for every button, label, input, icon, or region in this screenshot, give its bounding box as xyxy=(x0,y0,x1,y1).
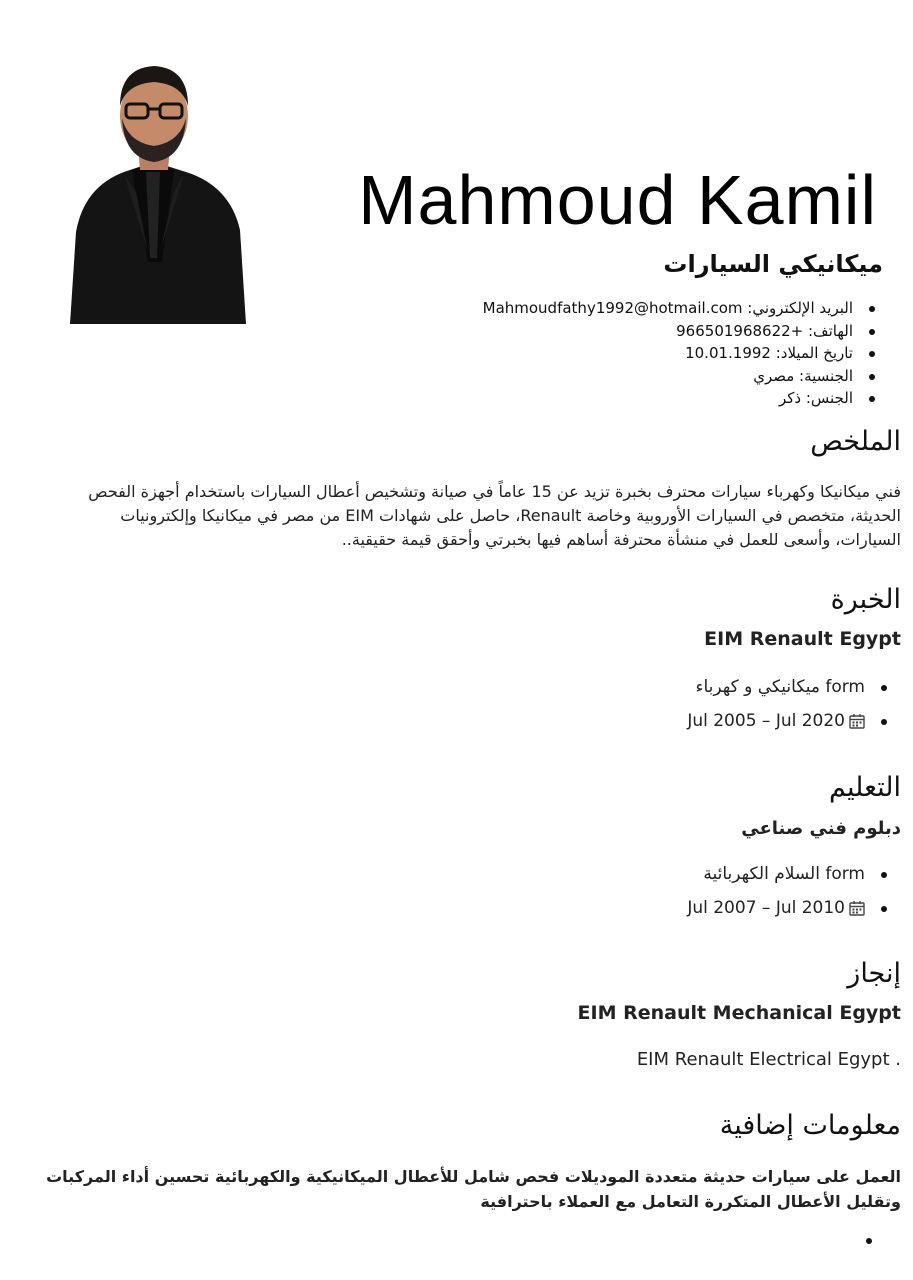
summary-text: فني ميكانيكا وكهرباء سيارات محترف بخبرة تزيد عن 15 عاماً في صيانة وتشخيص أعطال السيارات باستخدام أجهزة الفحص الحديثة، متخصص في السيارات الأوروبية وخاصة Renault، حاصل على شهادات EIM من مصر في ميكانيكا وإلكترونيات السيارات، وأسعى للعمل في منشأة محترفة أساهم فيها بخبرتي وأحقق قيمة حقيقية.. xyxy=(88,482,901,549)
achievement-mechanical: EIM Renault Mechanical Egypt xyxy=(577,1002,901,1024)
contact-phone: الهاتف: +966501968622 xyxy=(483,320,853,343)
experience-dates-item xyxy=(687,704,865,741)
education-dates: Jul 2007 – Jul 2010 xyxy=(687,898,845,918)
achievements-heading: إنجاز xyxy=(847,958,901,989)
experience-heading: الخبرة xyxy=(830,584,901,615)
education-heading: التعليم xyxy=(829,772,901,803)
job-title: ميكانيكي السيارات xyxy=(663,250,883,278)
experience-details xyxy=(687,670,865,741)
contact-nationality: الجنسية: مصري xyxy=(483,365,853,388)
experience-dates: Jul 2005 – Jul 2020 xyxy=(687,711,845,731)
education-details xyxy=(687,857,865,928)
summary-heading: الملخص xyxy=(810,426,901,457)
contact-list xyxy=(483,297,853,410)
education-dates-item xyxy=(687,891,865,928)
experience-company: EIM Renault Egypt xyxy=(704,628,901,650)
calendar-icon xyxy=(849,707,865,741)
calendar-icon xyxy=(849,894,865,928)
experience-position: form ميكانيكي و كهرباء xyxy=(687,670,865,704)
contact-email: البريد الإلكتروني: Mahmoudfathy1992@hotmail.com xyxy=(483,297,853,320)
additional-heading: معلومات إضافية xyxy=(719,1110,901,1141)
additional-text: العمل على سيارات حديثة متعددة الموديلات فحص شامل للأعطال الميكانيكية والكهربائية تحسين أداء المركبات وتقليل الأعطال المتكررة التعامل مع العملاء باحترافية xyxy=(46,1167,901,1211)
contact-gender: الجنس: ذكر xyxy=(483,387,853,410)
education-degree: دبلوم فني صناعي xyxy=(741,818,901,839)
candidate-name: Mahmoud Kamil xyxy=(358,161,877,239)
achievement-electrical: . EIM Renault Electrical Egypt xyxy=(636,1049,901,1070)
profile-photo xyxy=(62,62,246,324)
empty-bullet xyxy=(866,1238,872,1244)
contact-birthdate: تاريخ الميلاد: 10.01.1992 xyxy=(483,342,853,365)
education-school: form السلام الكهربائية xyxy=(687,857,865,891)
